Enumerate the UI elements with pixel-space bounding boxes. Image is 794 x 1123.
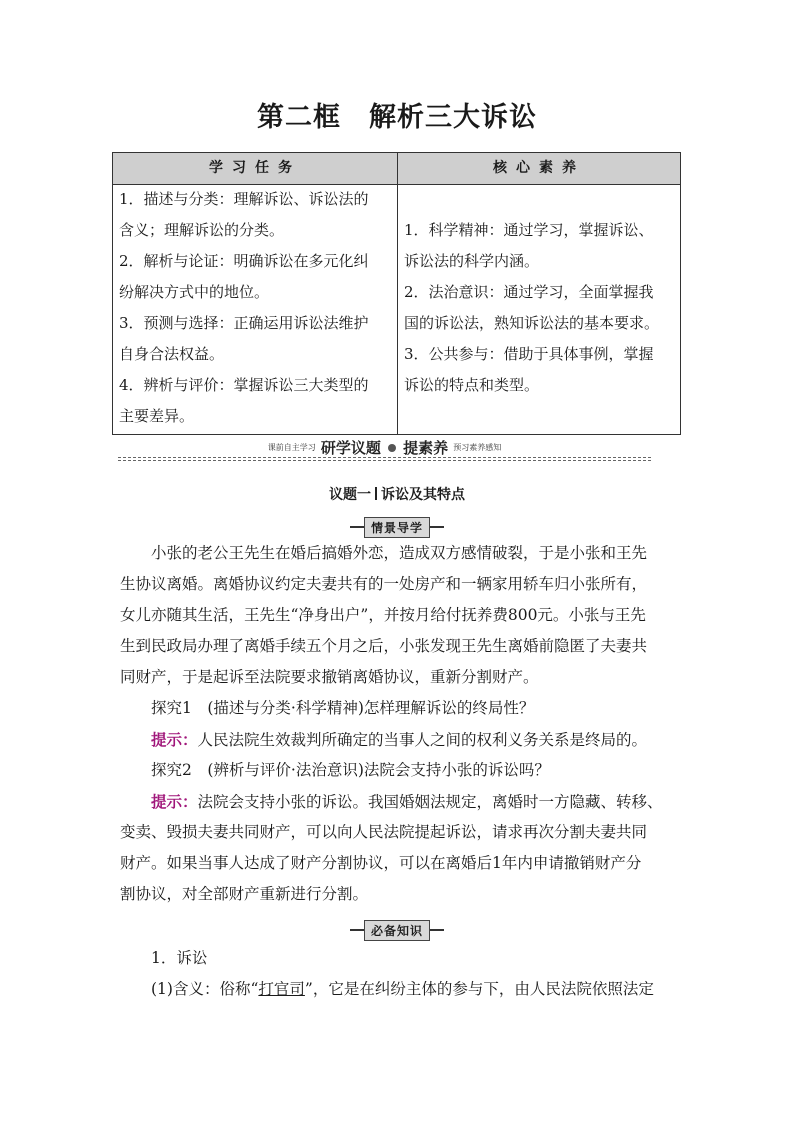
hint-2-text: 法院会支持小张的诉讼。我国婚姻法规定，离婚时一方隐藏、转移、 [197,793,663,811]
tag-line [430,929,444,931]
hint-1 [120,724,680,755]
explore-1-question: 探究1 (描述与分类·科学精神)怎样理解诉讼的终局性？ [120,699,535,717]
task-line: 3．预测与选择：正确运用诉讼法维护 [119,314,369,332]
scenario-line: 小张的老公王先生在婚后搞婚外恋，造成双方感情破裂，于是小张和王先 [120,544,648,562]
banner-right-caption: 预习素养感知 [453,443,502,452]
task-line: 含义；理解诉讼的分类。 [119,221,285,239]
topic-separator [375,487,377,500]
core-literacy-header: 核心素养 [398,153,680,185]
hint-2-line: 变卖、毁损夫妻共同财产，可以向人民法院提起诉讼，请求再次分割夫妻共同 [120,823,648,841]
hint-2-line: 割协议，对全部财产重新进行分割。 [120,885,369,903]
literacy-line: 诉讼法的科学内涵。 [404,252,540,270]
task-line: 主要差异。 [119,407,195,425]
knowledge-paragraph [120,943,680,1005]
task-line: 1．描述与分类：理解诉讼、诉讼法的 [119,190,369,208]
knowledge-tag-label: 必备知识 [364,920,430,941]
scenario-line: 生协议离婚。离婚协议约定夫妻共有的一处房产和一辆家用轿车归小张所有， [120,575,648,593]
literacy-line: 1．科学精神：通过学习，掌握诉讼、 [404,221,654,239]
learning-tasks-column [119,184,369,432]
tag-line [350,526,364,528]
literacy-line: 国的诉讼法，熟知诉讼法的基本要求。 [404,314,660,332]
column-divider [397,184,398,434]
hint-label: 提示： [151,792,198,811]
literacy-line: 诉讼的特点和类型。 [404,376,540,394]
banner-left-caption: 课前自主学习 [267,443,316,452]
banner-divider [118,460,651,461]
task-line: 自身合法权益。 [119,345,225,363]
definition-prefix: (1)含义：俗称“ [120,980,259,998]
scenario-tag [0,513,794,538]
hint-2-line: 财产。如果当事人达成了财产分割协议，可以在离婚后1年内申请撤销财产分 [120,854,642,872]
goals-table [112,152,681,435]
knowledge-tag [0,916,794,941]
scenario-line: 生到民政局办理了离婚手续五个月之后，小张发现王先生离婚前隐匿了夫妻共 [120,637,648,655]
topic-prefix: 议题一 [329,487,371,503]
hint-1-text: 人民法院生效裁判所确定的当事人之间的权利义务关系是终局的。 [197,731,648,749]
knowledge-heading: 1．诉讼 [120,949,208,967]
literacy-line: 2．法治意识：通过学习，全面掌握我 [404,283,654,301]
task-line: 4．辨析与评价：掌握诉讼三大类型的 [119,376,369,394]
literacy-line: 3．公共参与：借助于具体事例，掌握 [404,345,654,363]
topic-text: 诉讼及其特点 [381,487,465,503]
hint-label: 提示： [151,730,198,749]
banner-dot-icon [388,444,396,452]
definition-underlined-term: 打官司 [258,980,305,998]
task-line: 2．解析与论证：明确诉讼在多元化纠 [119,252,369,270]
explore-2-question: 探究2 (辨析与评价·法治意识)法院会支持小张的诉讼吗？ [120,761,550,779]
page-title: 第二框 解析三大诉讼 [257,102,537,133]
topic-heading [0,484,794,504]
scenario-paragraph [120,538,680,910]
scenario-tag-label: 情景导学 [364,517,430,538]
hint-2 [120,786,680,817]
core-literacy-column [404,215,659,401]
definition-suffix: ”，它是在纠纷主体的参与下，由人民法院依照法定 [304,980,654,998]
task-line: 纷解决方式中的地位。 [119,283,270,301]
banner-title-2: 提素养 [403,439,449,457]
learning-tasks-header: 学习任务 [113,153,398,185]
scenario-line: 同财产，于是起诉至法院要求撤销离婚协议，重新分割财产。 [120,668,539,686]
section-banner [118,437,651,463]
knowledge-definition [120,974,680,1005]
tag-line [430,526,444,528]
banner-title-1: 研学议题 [320,439,381,457]
scenario-line: 女儿亦随其生活，王先生“净身出户”，并按月给付抚养费800元。小张与王先 [120,606,646,624]
tag-line [350,929,364,931]
